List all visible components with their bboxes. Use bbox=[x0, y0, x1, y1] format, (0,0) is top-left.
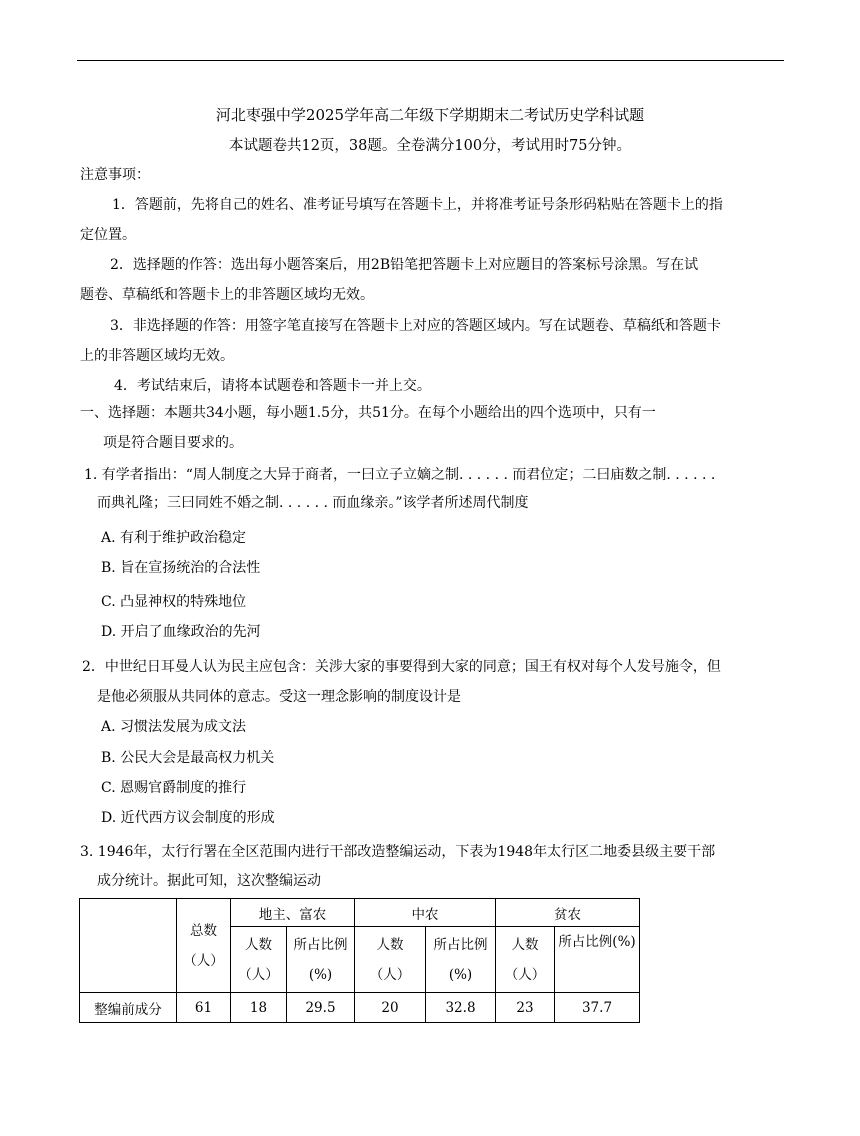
table-corner-cell bbox=[80, 899, 177, 993]
table-row bbox=[80, 993, 640, 1023]
section-heading-line-2: 项是符合题目要求的。 bbox=[103, 435, 243, 451]
question-2-option-b: B. 公民大会是最高权力机关 bbox=[101, 750, 275, 766]
exam-subtitle: 本试题卷共12页，38题。全卷满分100分，考试用时75分钟。 bbox=[228, 138, 632, 154]
table-header-middle-peasant: 中农 bbox=[355, 899, 496, 927]
question-2-option-a: A. 习惯法发展为成文法 bbox=[101, 719, 247, 735]
header-rule bbox=[77, 60, 784, 61]
question-1-stem-line-1: 1. 有学者指出：“周人制度之大异于商者，一曰立子立嫡之制. . . . . . 而君位定；二曰庙数之制. . . . . . bbox=[84, 467, 716, 483]
table-header-poor-peasant: 贫农 bbox=[496, 899, 640, 927]
table-subheader-ratio: 所占比例(%) bbox=[555, 927, 640, 993]
question-2-option-c: C. 恩赐官爵制度的推行 bbox=[101, 780, 247, 796]
table-subheader-count: 人数 （人） bbox=[355, 927, 426, 993]
table-subheader-count: 人数 （人） bbox=[496, 927, 555, 993]
table-header-total: 总数 （人） bbox=[177, 899, 231, 993]
table-cell: 29.5 bbox=[287, 993, 355, 1023]
question-2-stem-line-1: 2．中世纪日耳曼人认为民主应包含：关涉大家的事要得到大家的同意；国王有权对每个人发号施令，但 bbox=[82, 659, 721, 675]
note-2-line-1: 2．选择题的作答：选出每小题答案后，用2B铅笔把答题卡上对应题目的答案标号涂黑。写在试 bbox=[110, 257, 699, 273]
question-1-stem-line-2: 而典礼隆；三曰同姓不婚之制. . . . . . 而血缘亲。”该学者所述周代制度 bbox=[97, 495, 529, 511]
table-cell: 18 bbox=[231, 993, 287, 1023]
table-subheader-ratio: 所占比例 (%) bbox=[287, 927, 355, 993]
question-1-option-d: D. 开启了血缘政治的先河 bbox=[101, 624, 261, 640]
question-1-option-b: B. 旨在宣扬统治的合法性 bbox=[101, 560, 261, 576]
cadre-composition-table bbox=[79, 898, 640, 1023]
question-3-stem-line-1: 3. 1946年，太行行署在全区范围内进行干部改造整编运动，下表为1948年太行区二地委县级主要干部 bbox=[80, 844, 716, 860]
question-3-stem-line-2: 成分统计。据此可知，这次整编运动 bbox=[97, 873, 321, 889]
table-subheader-ratio: 所占比例 (%) bbox=[426, 927, 496, 993]
table-cell: 37.7 bbox=[555, 993, 640, 1023]
notes-heading: 注意事项： bbox=[80, 167, 150, 183]
note-1-line-1: 1．答题前，先将自己的姓名、准考证号填写在答题卡上，并将准考证号条形码粘贴在答题卡上的指 bbox=[112, 197, 723, 213]
table-cell: 23 bbox=[496, 993, 555, 1023]
question-2-stem-line-2: 是他必须服从共同体的意志。受这一理念影响的制度设计是 bbox=[97, 689, 461, 705]
question-1-option-a: A. 有利于维护政治稳定 bbox=[101, 530, 247, 546]
question-1-option-c: C. 凸显神权的特殊地位 bbox=[101, 594, 247, 610]
note-2-line-2: 题卷、草稿纸和答题卡上的非答题区域均无效。 bbox=[80, 287, 374, 303]
note-3-line-2: 上的非答题区域均无效。 bbox=[80, 348, 234, 364]
table-cell: 61 bbox=[177, 993, 231, 1023]
table-row-label: 整编前成分 bbox=[80, 993, 177, 1023]
note-4: 4．考试结束后，请将本试题卷和答题卡一并上交。 bbox=[114, 378, 431, 394]
table-cell: 32.8 bbox=[426, 993, 496, 1023]
note-3-line-1: 3．非选择题的作答：用签字笔直接写在答题卡上对应的答题区域内。写在试题卷、草稿纸和答题卡 bbox=[110, 318, 721, 334]
question-2-option-d: D. 近代西方议会制度的形成 bbox=[101, 810, 275, 826]
exam-title: 河北枣强中学2025学年高二年级下学期期末二考试历史学科试题 bbox=[215, 106, 645, 124]
table-subheader-count: 人数 （人） bbox=[231, 927, 287, 993]
note-1-line-2: 定位置。 bbox=[80, 227, 136, 243]
table-header-landlord-rich-peasant: 地主、富农 bbox=[231, 899, 355, 927]
section-heading-line-1: 一、选择题：本题共34小题，每小题1.5分，共51分。在每个小题给出的四个选项中，只有一 bbox=[80, 405, 656, 421]
table-cell: 20 bbox=[355, 993, 426, 1023]
